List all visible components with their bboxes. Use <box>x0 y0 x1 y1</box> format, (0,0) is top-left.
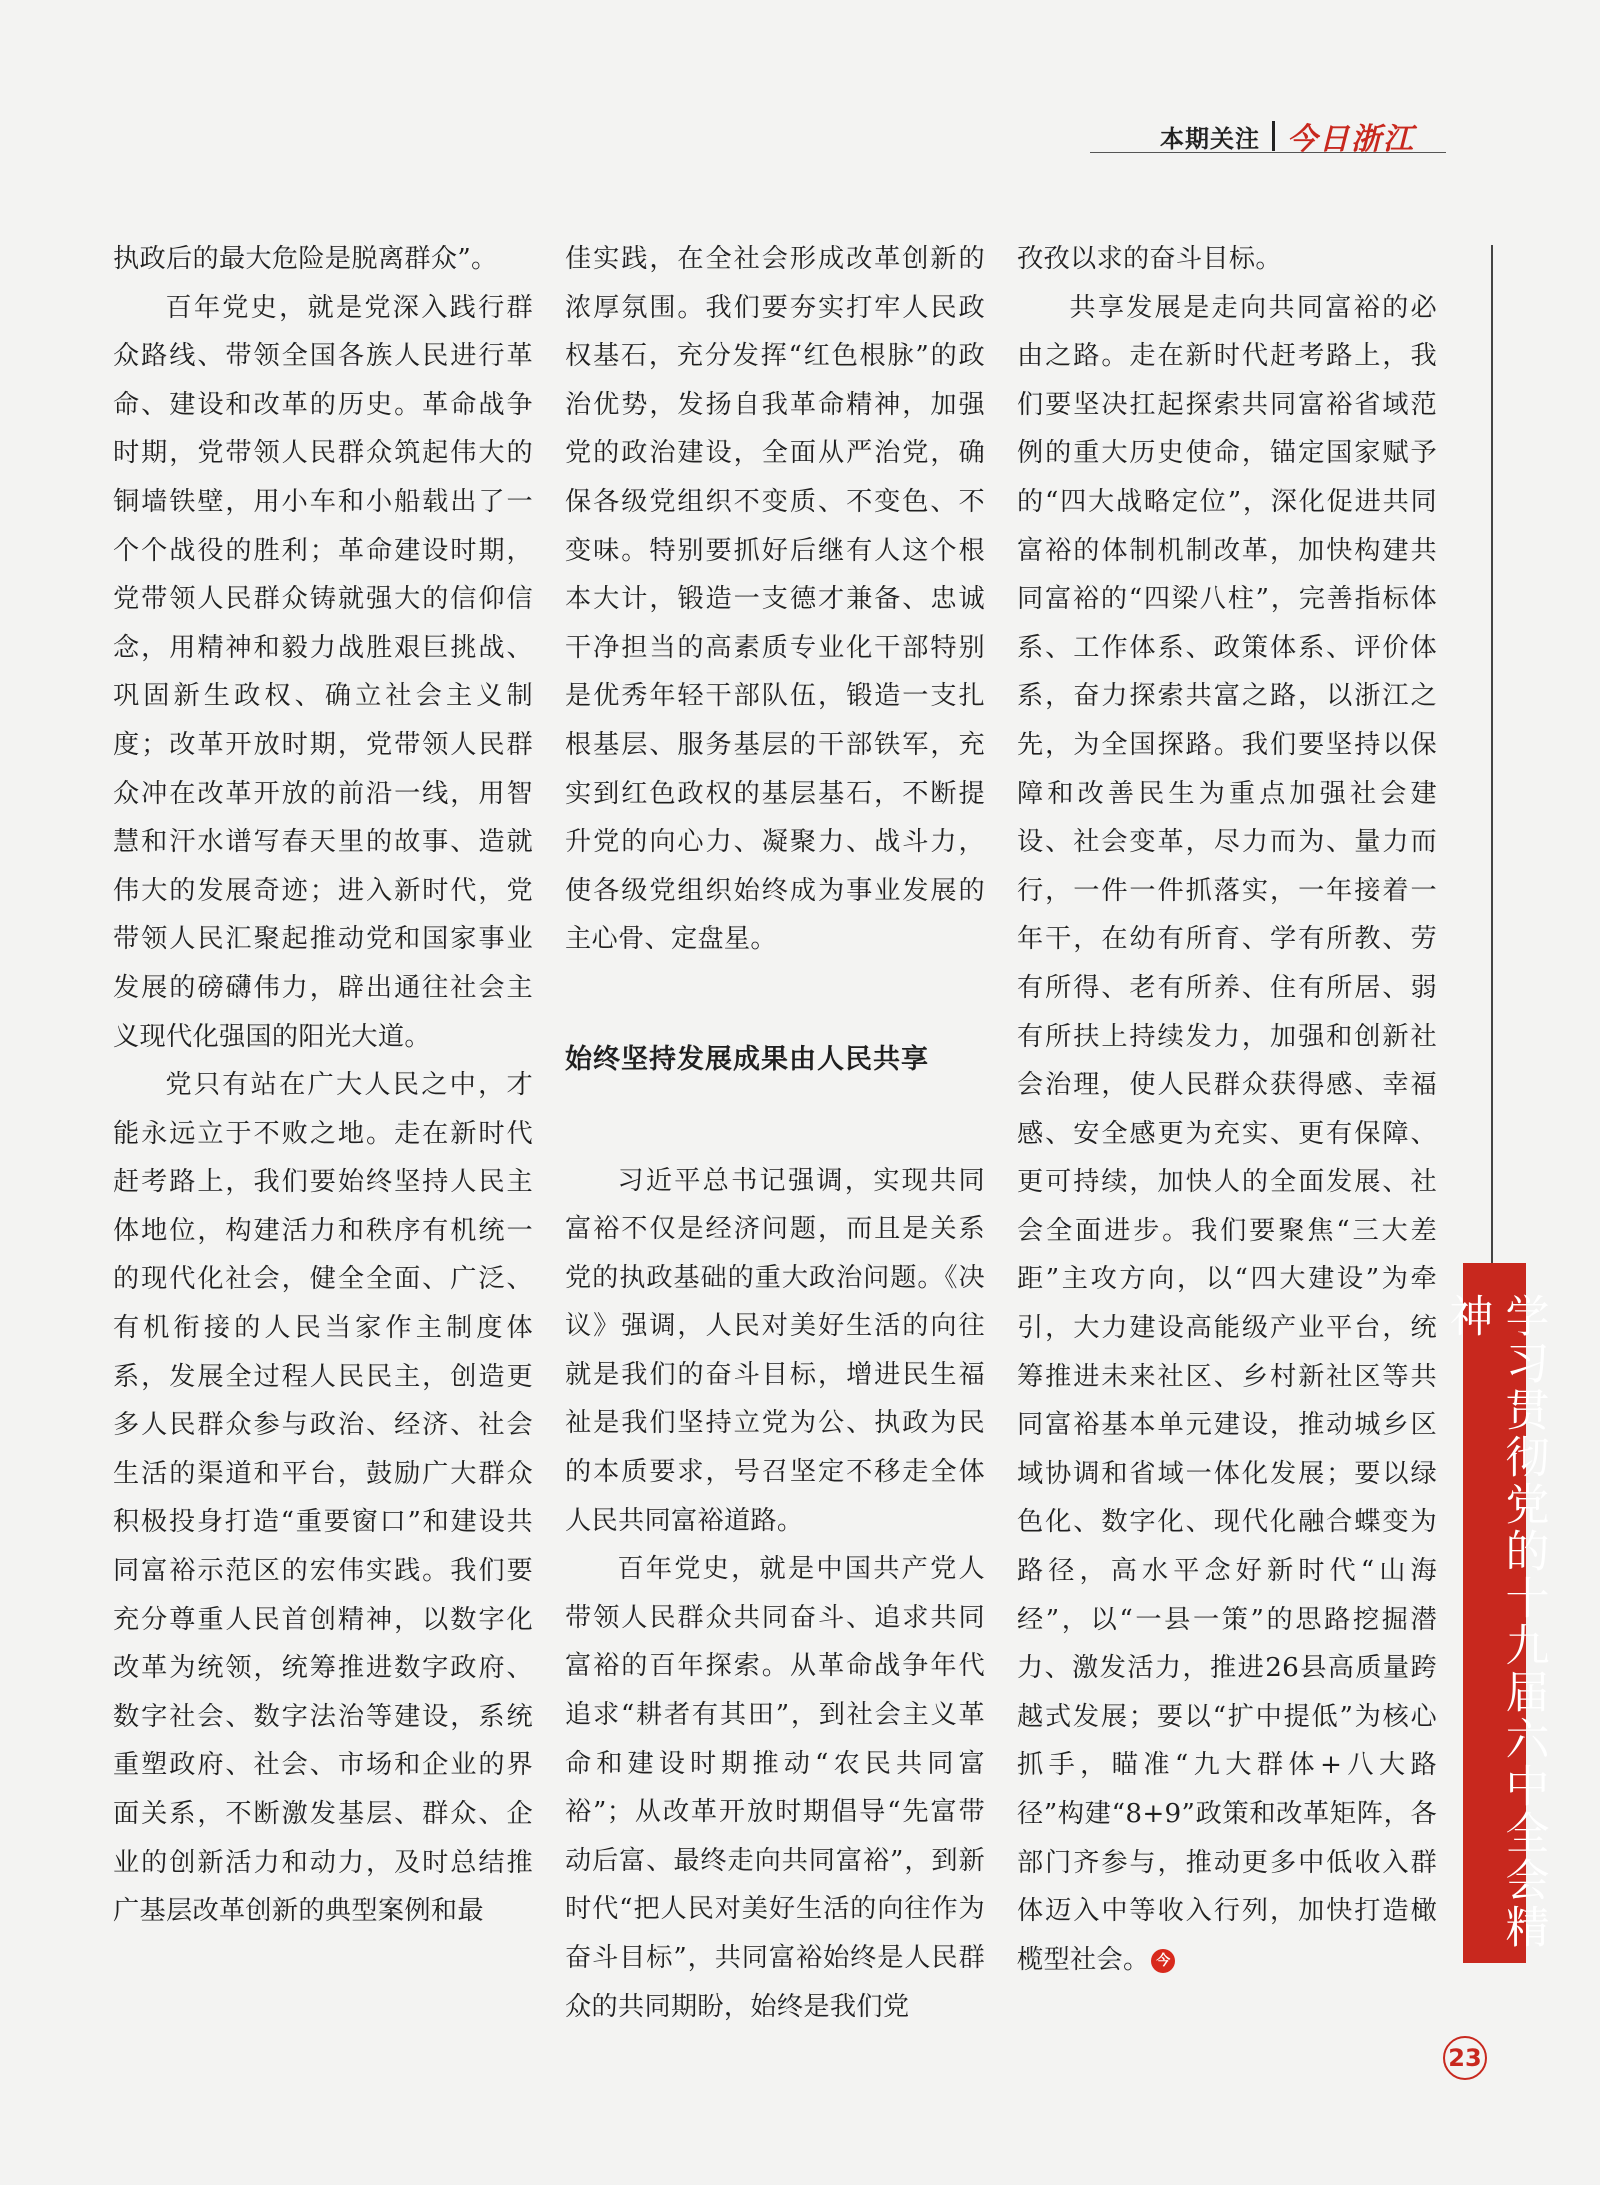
paragraph: 党只有站在广大人民之中，才能永远立于不败之地。走在新时代赶考路上，我们要始终坚持人民主体地位，构建活力和秩序有机统一的现代化社会，健全全面、广泛、有机衔接的人民当家作主制度体系，发展全过程人民民主，创造更多人民群众参与政治、经济、社会生活的渠道和平台，鼓励广大群众积极投身打造“重要窗口”和建设共同富裕示范区的宏伟实践。我们要充分尊重人民首创精神，以数字化改革为统领，统筹推进数字政府、数字社会、数字法治等建设，系统重塑政府、社会、市场和企业的界面关系，不断激发基层、群众、企业的创新活力和动力，及时总结推广基层改革创新的典型案例和最 <box>113 1070 533 1927</box>
section-subheading: 始终坚持发展成果由人民共享 <box>565 1043 929 1075</box>
page-header <box>1160 116 1415 156</box>
page-number: 23 <box>1443 2036 1487 2080</box>
side-tab-text: 学习贯彻党的十九届六中全会精神 <box>1441 1293 1549 1951</box>
paragraph: 佳实践，在全社会形成改革创新的浓厚氛围。我们要夯实打牢人民政权基石，充分发挥“红色根脉”的政治优势，发扬自我革命精神，加强党的政治建设，全面从严治党，确保各级党组织不变质、不变色、不变味。特别要抓好后继有人这个根本大计，锻造一支德才兼备、忠诚干净担当的高素质专业化干部特别是优秀年轻干部队伍，锻造一支扎根基层、服务基层的干部铁军，充实到红色政权的基层基石，不断提升党的向心力、凝聚力、战斗力，使各级党组织始终成为事业发展的主心骨、定盘星。 <box>565 244 985 955</box>
paragraph-text: 共享发展是走向共同富裕的必由之路。走在新时代赶考路上，我们要坚决扛起探索共同富裕省域范例的重大历史使命，锚定国家赋予的“四大战略定位”，深化促进共同富裕的体制机制改革，加快构建共同富裕的“四梁八柱”，完善指标体系、工作体系、政策体系、评价体系，奋力探索共富之路，以浙江之先，为全国探路。我们要坚持以保障和改善民生为重点加强社会建设、社会变革，尽力而为、量力而行，一件一件抓落实，一年接着一年干，在幼有所育、学有所教、劳有所得、老有所养、住有所居、弱有所扶上持续发力，加强和创新社会治理，使人民群众获得感、幸福感、安全感更为充实、更有保障、更可持续，加快人的全面发展、社会全面进步。我们要聚焦“三大差距”主攻方向，以“四大建设”为牵引，大力建设高能级产业平台，统筹推进未来社区、乡村新社区等共同富裕基本单元建设，推动城乡区域协调和省域一体化发展；要以绿色化、数字化、现代化融合蝶变为路径，高水平念好新时代“山海经”，以“一县一策”的思路挖掘潜力、激发活力，推进26县高质量跨越式发展；要以“扩中提低”为核心抓手，瞄准“九大群体+八大路径”构建“8+9”政策和改革矩阵，各部门齐参与，推动更多中低收入群体迈入中等收入行列，加快打造橄榄型社会。 <box>1017 292 1437 1975</box>
paragraph: 执政后的最大危险是脱离群众”。 <box>113 244 498 274</box>
article-column-2 <box>565 235 985 2031</box>
end-mark-icon: 今 <box>1151 1949 1175 1973</box>
paragraph: 百年党史，就是党深入践行群众路线、带领全国各族人民进行革命、建设和改革的历史。革命战争时期，党带领人民群众筑起伟大的铜墙铁壁，用小车和小船载出了一个个战役的胜利；革命建设时期，党带领人民群众铸就强大的信仰信念，用精神和毅力战胜艰巨挑战、巩固新生政权、确立社会主义制度；改革开放时期，党带领人民群众冲在改革开放的前沿一线，用智慧和汗水谱写春天里的故事、造就伟大的发展奇迹；进入新时代，党带领人民汇聚起推动党和国家事业发展的磅礴伟力，辟出通往社会主义现代化强国的阳光大道。 <box>113 292 533 1052</box>
paragraph: 习近平总书记强调，实现共同富裕不仅是经济问题，而且是关系党的执政基础的重大政治问题。《决议》强调，人民对美好生活的向往就是我们的奋斗目标，增进民生福祉是我们坚持立党为公、执政为民的本质要求，号召坚定不移走全体人民共同富裕道路。 <box>565 1165 985 1536</box>
paragraph: 百年党史，就是中国共产党人带领人民群众共同奋斗、追求共同富裕的百年探索。从革命战争年代追求“耕者有其田”，到社会主义革命和建设时期推动“农民共同富裕”；从改革开放时期倡导“先富带动后富、最终走向共同富裕”，到新时代“把人民对美好生活的向往作为奋斗目标”，共同富裕始终是人民群众的共同期盼，始终是我们党 <box>565 1554 985 2022</box>
brand-logo: 今日浙江 <box>1287 122 1415 157</box>
paragraph <box>1017 284 1437 1985</box>
side-section-tab <box>1441 1263 1549 1963</box>
article-column-1 <box>113 235 533 1936</box>
article-column-3 <box>1017 235 1437 1984</box>
paragraph: 孜孜以求的奋斗目标。 <box>1017 244 1282 274</box>
header-separator <box>1272 121 1275 151</box>
right-margin-rule <box>1491 245 1493 1265</box>
section-label: 本期关注 <box>1160 124 1260 153</box>
